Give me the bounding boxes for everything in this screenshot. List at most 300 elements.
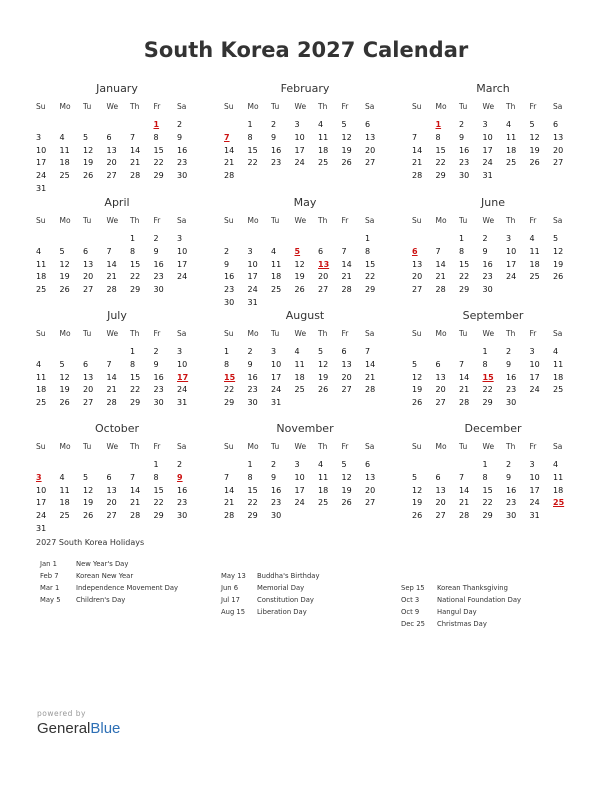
weekday-header: Sa	[177, 102, 187, 111]
weekday-header: Su	[412, 102, 422, 111]
month-name: August	[285, 309, 325, 322]
day-cell: 27	[106, 171, 117, 181]
empty-day-cell	[412, 119, 435, 132]
empty-day-cell	[248, 233, 271, 246]
weekday-header: We	[294, 216, 307, 225]
day-cell: 9	[153, 246, 159, 256]
day-cell: 8	[459, 246, 465, 256]
generalblue-logo[interactable]	[37, 720, 120, 737]
weekday-header: Su	[224, 329, 234, 338]
day-cell: 3	[529, 460, 535, 469]
day-cell: 2	[177, 460, 183, 469]
day-cell: 22	[247, 498, 258, 508]
day-cell: 7	[365, 347, 371, 356]
weekday-header: We	[106, 329, 119, 338]
day-cell: 4	[59, 472, 65, 482]
weekday-header: Mo	[435, 442, 447, 451]
day-cell: 11	[36, 372, 47, 382]
day-cell: 10	[271, 359, 282, 369]
day-cell: 16	[459, 145, 470, 155]
day-cell: 2	[247, 347, 253, 356]
day-cell: 13	[106, 485, 117, 495]
day-cell: 12	[83, 145, 94, 155]
weekday-header: Fr	[341, 442, 349, 451]
day-cell: 16	[247, 372, 258, 382]
day-cell: 21	[130, 158, 141, 168]
day-cell: 14	[341, 259, 352, 269]
day-cell: 22	[247, 158, 258, 168]
day-cell: 13	[83, 259, 94, 269]
month-days-grid	[224, 328, 386, 410]
day-cell: 7	[130, 472, 136, 482]
holiday-name: Independence Movement Day	[76, 584, 179, 592]
day-cell: 28	[106, 285, 117, 295]
day-cell: 29	[482, 511, 493, 521]
day-cell: 4	[553, 347, 559, 356]
holiday-date: Mar 1	[40, 584, 60, 592]
empty-day-cell	[36, 233, 59, 246]
day-cell: 10	[506, 246, 517, 256]
day-cell: 14	[130, 145, 141, 155]
day-cell: 24	[529, 385, 540, 395]
day-cell: 16	[271, 145, 282, 155]
empty-day-cell	[83, 233, 106, 246]
weekday-header: Tu	[271, 442, 280, 451]
day-cell: 8	[247, 132, 253, 142]
weekday-header: Su	[412, 442, 422, 451]
month-days-grid	[36, 101, 198, 196]
day-cell: 1	[247, 120, 253, 129]
day-cell: 6	[106, 132, 112, 142]
day-cell: 18	[529, 259, 540, 269]
day-cell: 11	[553, 472, 564, 482]
day-cell: 27	[553, 158, 564, 168]
day-cell: 23	[506, 498, 517, 508]
day-cell: 12	[318, 359, 329, 369]
day-cell: 1	[482, 460, 488, 469]
holiday-day-cell: 15	[224, 372, 236, 382]
day-cell: 1	[153, 460, 159, 469]
day-cell: 27	[365, 498, 376, 508]
month-name: April	[104, 196, 130, 209]
day-cell: 29	[130, 398, 141, 408]
weekday-header: Tu	[459, 216, 468, 225]
day-cell: 20	[83, 385, 94, 395]
day-cell: 31	[36, 523, 47, 533]
day-cell: 6	[106, 472, 112, 482]
day-cell: 18	[553, 372, 564, 382]
day-cell: 17	[294, 145, 305, 155]
weekday-header: Mo	[247, 102, 259, 111]
holiday-row	[221, 606, 319, 618]
day-cell: 29	[435, 171, 446, 181]
holiday-date: Aug 15	[221, 608, 246, 616]
day-cell: 18	[59, 498, 70, 508]
month-name: March	[476, 82, 510, 95]
day-cell: 13	[365, 132, 376, 142]
day-cell: 16	[506, 485, 517, 495]
day-cell: 18	[59, 158, 70, 168]
day-cell: 16	[177, 145, 188, 155]
weekday-header: We	[106, 102, 119, 111]
weekday-header: Th	[506, 216, 516, 225]
empty-day-cell	[295, 233, 318, 246]
day-cell: 18	[271, 272, 282, 282]
day-cell: 7	[130, 132, 136, 142]
month-days-grid	[412, 441, 574, 523]
holiday-name: National Foundation Day	[437, 596, 522, 604]
weekday-header: Fr	[529, 102, 537, 111]
day-cell: 22	[130, 272, 141, 282]
holiday-name: New Year's Day	[76, 560, 129, 568]
day-cell: 3	[294, 460, 300, 469]
holiday-row	[40, 570, 178, 582]
day-cell: 13	[553, 132, 564, 142]
day-cell: 21	[365, 372, 376, 382]
empty-day-cell	[60, 346, 83, 359]
day-cell: 6	[318, 246, 324, 256]
day-cell: 11	[59, 485, 70, 495]
day-cell: 23	[224, 285, 235, 295]
weekday-header: Th	[318, 102, 328, 111]
empty-day-cell	[83, 119, 106, 132]
day-cell: 14	[459, 372, 470, 382]
day-cell: 10	[247, 259, 258, 269]
day-cell: 10	[36, 145, 47, 155]
day-cell: 13	[435, 485, 446, 495]
empty-day-cell	[107, 119, 130, 132]
empty-day-cell	[36, 346, 59, 359]
day-cell: 20	[341, 372, 352, 382]
day-cell: 16	[506, 372, 517, 382]
weekday-header: We	[482, 442, 495, 451]
day-cell: 15	[365, 259, 376, 269]
day-cell: 18	[294, 372, 305, 382]
day-cell: 28	[435, 285, 446, 295]
day-cell: 8	[482, 359, 488, 369]
day-cell: 22	[365, 272, 376, 282]
day-cell: 18	[36, 385, 47, 395]
weekday-header: Th	[130, 329, 140, 338]
day-cell: 23	[177, 498, 188, 508]
day-cell: 2	[459, 120, 465, 129]
day-cell: 1	[247, 460, 253, 469]
month-days-grid	[224, 101, 386, 183]
day-cell: 20	[318, 272, 329, 282]
holiday-row	[221, 594, 319, 606]
weekday-header: Su	[36, 216, 46, 225]
day-cell: 13	[412, 259, 423, 269]
day-cell: 13	[365, 472, 376, 482]
day-cell: 24	[177, 272, 188, 282]
day-cell: 7	[224, 472, 230, 482]
weekday-header: Th	[506, 329, 516, 338]
day-cell: 21	[459, 385, 470, 395]
weekday-header: Mo	[435, 329, 447, 338]
day-cell: 25	[59, 171, 70, 181]
day-cell: 2	[224, 246, 230, 256]
day-cell: 21	[412, 158, 423, 168]
day-cell: 7	[341, 246, 347, 256]
weekday-header: Fr	[153, 329, 161, 338]
weekday-header: Th	[130, 442, 140, 451]
holiday-day-cell: 6	[412, 246, 418, 256]
day-cell: 28	[341, 285, 352, 295]
day-cell: 17	[529, 372, 540, 382]
day-cell: 19	[294, 272, 305, 282]
day-cell: 25	[318, 158, 329, 168]
empty-day-cell	[342, 233, 365, 246]
day-cell: 4	[318, 120, 324, 129]
day-cell: 14	[106, 259, 117, 269]
holiday-name: Memorial Day	[257, 584, 305, 592]
day-cell: 3	[529, 347, 535, 356]
day-cell: 10	[177, 246, 188, 256]
day-cell: 28	[412, 171, 423, 181]
holiday-row	[221, 582, 319, 594]
weekday-header: Th	[506, 442, 516, 451]
empty-day-cell	[224, 233, 247, 246]
empty-day-cell	[60, 119, 83, 132]
weekday-header: Sa	[177, 216, 187, 225]
day-cell: 19	[318, 372, 329, 382]
weekday-header: Fr	[153, 102, 161, 111]
day-cell: 26	[294, 285, 305, 295]
day-cell: 11	[529, 246, 540, 256]
day-cell: 19	[83, 158, 94, 168]
holiday-day-cell: 17	[177, 372, 189, 382]
day-cell: 30	[506, 511, 517, 521]
day-cell: 18	[318, 145, 329, 155]
day-cell: 10	[294, 132, 305, 142]
day-cell: 5	[341, 120, 347, 129]
day-cell: 29	[153, 171, 164, 181]
day-cell: 14	[130, 485, 141, 495]
month-may	[224, 196, 386, 310]
day-cell: 26	[59, 398, 70, 408]
day-cell: 9	[224, 259, 230, 269]
empty-day-cell	[436, 233, 459, 246]
day-cell: 6	[365, 120, 371, 129]
day-cell: 5	[412, 472, 418, 482]
day-cell: 10	[294, 472, 305, 482]
day-cell: 3	[294, 120, 300, 129]
day-cell: 17	[36, 498, 47, 508]
day-cell: 5	[412, 359, 418, 369]
day-cell: 4	[271, 246, 277, 256]
day-cell: 18	[36, 272, 47, 282]
day-cell: 30	[506, 398, 517, 408]
day-cell: 12	[553, 246, 564, 256]
day-cell: 14	[224, 145, 235, 155]
day-cell: 8	[435, 132, 441, 142]
holiday-day-cell: 7	[224, 132, 230, 142]
month-february	[224, 82, 386, 183]
weekday-header: Tu	[83, 216, 92, 225]
day-cell: 27	[318, 285, 329, 295]
day-cell: 17	[247, 272, 258, 282]
day-cell: 8	[130, 246, 136, 256]
day-cell: 15	[459, 259, 470, 269]
day-cell: 20	[83, 272, 94, 282]
day-cell: 9	[506, 359, 512, 369]
weekday-header: Su	[36, 329, 46, 338]
weekday-header: Sa	[553, 102, 563, 111]
holidays-title: 2027 South Korea Holidays	[36, 538, 145, 547]
day-cell: 24	[247, 285, 258, 295]
weekday-header: Tu	[271, 216, 280, 225]
day-cell: 2	[271, 460, 277, 469]
day-cell: 19	[341, 485, 352, 495]
weekday-header: Th	[318, 329, 328, 338]
month-january	[36, 82, 198, 196]
day-cell: 26	[412, 398, 423, 408]
weekday-header: We	[106, 442, 119, 451]
holiday-date: Jan 1	[40, 560, 57, 568]
day-cell: 25	[271, 285, 282, 295]
day-cell: 17	[529, 485, 540, 495]
empty-day-cell	[412, 233, 435, 246]
day-cell: 29	[130, 285, 141, 295]
holiday-row	[401, 606, 521, 618]
day-cell: 12	[59, 259, 70, 269]
day-cell: 24	[271, 385, 282, 395]
page-title: South Korea 2027 Calendar	[143, 38, 469, 62]
month-name: September	[462, 309, 524, 322]
day-cell: 4	[36, 359, 42, 369]
day-cell: 29	[482, 398, 493, 408]
weekday-header: Mo	[59, 329, 71, 338]
day-cell: 15	[247, 485, 258, 495]
day-cell: 27	[365, 158, 376, 168]
day-cell: 21	[435, 272, 446, 282]
weekday-header: Fr	[341, 216, 349, 225]
day-cell: 25	[294, 385, 305, 395]
day-cell: 23	[506, 385, 517, 395]
day-cell: 3	[247, 246, 253, 256]
day-cell: 3	[506, 234, 512, 243]
month-december	[412, 422, 574, 523]
holiday-day-cell: 1	[153, 120, 160, 129]
day-cell: 21	[106, 272, 117, 282]
day-cell: 12	[412, 485, 423, 495]
empty-day-cell	[436, 459, 459, 472]
day-cell: 9	[247, 359, 253, 369]
empty-day-cell	[60, 233, 83, 246]
holiday-date: Jul 17	[221, 596, 241, 604]
day-cell: 21	[224, 158, 235, 168]
day-cell: 30	[177, 511, 188, 521]
day-cell: 30	[459, 171, 470, 181]
day-cell: 26	[318, 385, 329, 395]
day-cell: 22	[153, 158, 164, 168]
day-cell: 23	[271, 158, 282, 168]
holiday-row	[401, 618, 521, 630]
day-cell: 25	[36, 285, 47, 295]
holiday-day-cell: 13	[318, 259, 330, 269]
weekday-header: Su	[36, 102, 46, 111]
empty-day-cell	[83, 346, 106, 359]
day-cell: 9	[271, 472, 277, 482]
day-cell: 5	[59, 359, 65, 369]
day-cell: 4	[506, 120, 512, 129]
empty-day-cell	[130, 459, 153, 472]
day-cell: 19	[553, 259, 564, 269]
weekday-header: Tu	[83, 102, 92, 111]
day-cell: 8	[130, 359, 136, 369]
month-days-grid	[412, 101, 574, 183]
day-cell: 2	[271, 120, 277, 129]
day-cell: 22	[130, 385, 141, 395]
weekday-header: We	[482, 329, 495, 338]
day-cell: 10	[36, 485, 47, 495]
day-cell: 1	[365, 234, 371, 243]
holiday-day-cell: 1	[435, 120, 442, 129]
day-cell: 31	[482, 171, 493, 181]
logo-general-text: General	[37, 720, 91, 737]
day-cell: 19	[412, 385, 423, 395]
weekday-header: Tu	[459, 442, 468, 451]
day-cell: 28	[130, 511, 141, 521]
month-name: July	[107, 309, 127, 322]
day-cell: 14	[224, 485, 235, 495]
day-cell: 17	[506, 259, 517, 269]
empty-day-cell	[436, 346, 459, 359]
day-cell: 26	[529, 158, 540, 168]
day-cell: 1	[482, 347, 488, 356]
weekday-header: Sa	[365, 102, 375, 111]
day-cell: 23	[153, 385, 164, 395]
weekday-header: Sa	[553, 216, 563, 225]
day-cell: 27	[341, 385, 352, 395]
day-cell: 12	[341, 132, 352, 142]
day-cell: 28	[459, 398, 470, 408]
day-cell: 29	[247, 511, 258, 521]
day-cell: 8	[153, 472, 159, 482]
day-cell: 30	[177, 171, 188, 181]
day-cell: 29	[459, 285, 470, 295]
day-cell: 11	[271, 259, 282, 269]
day-cell: 25	[318, 498, 329, 508]
day-cell: 8	[224, 359, 230, 369]
month-june	[412, 196, 574, 297]
day-cell: 24	[482, 158, 493, 168]
holiday-day-cell: 3	[36, 472, 42, 482]
weekday-header: Tu	[271, 329, 280, 338]
weekday-header: Th	[130, 216, 140, 225]
day-cell: 4	[529, 234, 535, 243]
holiday-column	[401, 582, 521, 630]
day-cell: 5	[553, 234, 559, 243]
weekday-header: Fr	[529, 442, 537, 451]
holiday-date: Oct 9	[401, 608, 420, 616]
day-cell: 14	[106, 372, 117, 382]
day-cell: 25	[506, 158, 517, 168]
day-cell: 27	[83, 398, 94, 408]
empty-day-cell	[271, 233, 294, 246]
day-cell: 2	[153, 234, 159, 243]
day-cell: 27	[435, 398, 446, 408]
day-cell: 10	[177, 359, 188, 369]
day-cell: 27	[106, 511, 117, 521]
day-cell: 16	[153, 372, 164, 382]
day-cell: 6	[83, 359, 89, 369]
day-cell: 6	[365, 460, 371, 469]
day-cell: 24	[36, 511, 47, 521]
empty-day-cell	[107, 233, 130, 246]
weekday-header: Tu	[271, 102, 280, 111]
day-cell: 1	[130, 347, 136, 356]
